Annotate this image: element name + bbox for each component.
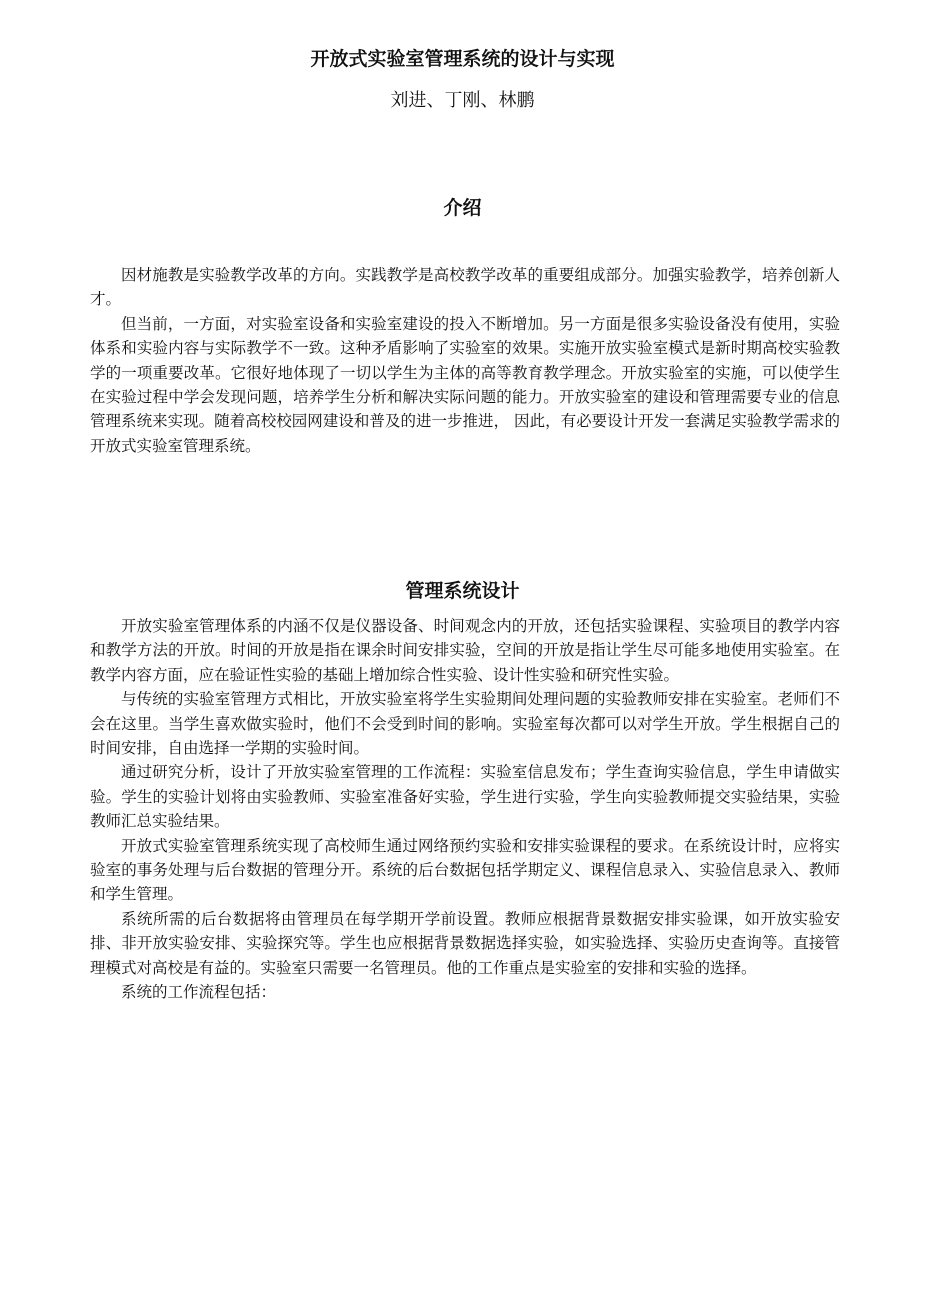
paragraph: 因材施教是实验教学改革的方向。实践教学是高校教学改革的重要组成部分。加强实验教学，培养创新人才。 [90, 266, 840, 309]
paragraph: 通过研究分析，设计了开放实验室管理的工作流程：实验室信息发布；学生查询实验信息，学生申请做实验。学生的实验计划将由实验教师、实验室准备好实验，学生进行实验，学生向实验教师提交实验结果，实验教师汇总实验结果。 [90, 763, 840, 831]
paragraph: 与传统的实验室管理方式相比，开放实验室将学生实验期间处理问题的实验教师安排在实验室。老师们不会在这里。当学生喜欢做实验时，他们不会受到时间的影响。实验室每次都可以对学生开放。学生根据自己的时间安排，自由选择一学期的实验时间。 [90, 690, 840, 758]
section-heading-intro: 介绍 [443, 197, 482, 219]
paragraph: 但当前，一方面，对实验室设备和实验室建设的投入不断增加。另一方面是很多实验设备没有使用，实验体系和实验内容与实际教学不一致。这种矛盾影响了实验室的效果。实施开放实验室模式是新时期高校实验教学的一项重要改革。它很好地体现了一切以学生为主体的高等教育教学理念。开放实验室的实施，可以使学生在实验过程中学会发现问题，培养学生分析和解决实际问题的能力。开放实验室的建设和管理需要专业的信息管理系统来实现。随着高校校园网建设和普及的进一步推进， 因此，有必要设计开发一套满足实验教学需求的开放式实验室管理系统。 [90, 314, 840, 455]
paper-title: 开放式实验室管理系统的设计与实现 [310, 48, 615, 70]
paragraph: 系统所需的后台数据将由管理员在每学期开学前设置。教师应根据背景数据安排实验课，如开放实验安排、非开放实验安排、实验探究等。学生也应根据背景数据选择实验，如实验选择、实验历史查询等。直接管理模式对高校是有益的。实验室只需要一名管理员。他的工作重点是实验室的安排和实验的选择。 [90, 909, 840, 977]
section-heading-design: 管理系统设计 [405, 580, 520, 602]
intro-body [90, 263, 840, 458]
paragraph: 系统的工作流程包括： [121, 983, 277, 1002]
paragraph: 开放式实验室管理系统实现了高校师生通过网络预约实验和安排实验课程的要求。在系统设计时，应将实验室的事务处理与后台数据的管理分开。系统的后台数据包括学期定义、课程信息录入、实验信息录入、教师和学生管理。 [90, 836, 840, 904]
paragraph: 开放实验室管理体系的内涵不仅是仪器设备、时间观念内的开放，还包括实验课程、实验项目的教学内容和教学方法的开放。时间的开放是指在课余时间安排实验，空间的开放是指让学生尽可能多地使用实验室。在教学内容方面，应在验证性实验的基础上增加综合性实验、设计性实验和研究性实验。 [90, 617, 840, 684]
paper-authors: 刘进、丁刚、林鹏 [390, 90, 535, 111]
design-body [90, 614, 840, 1005]
